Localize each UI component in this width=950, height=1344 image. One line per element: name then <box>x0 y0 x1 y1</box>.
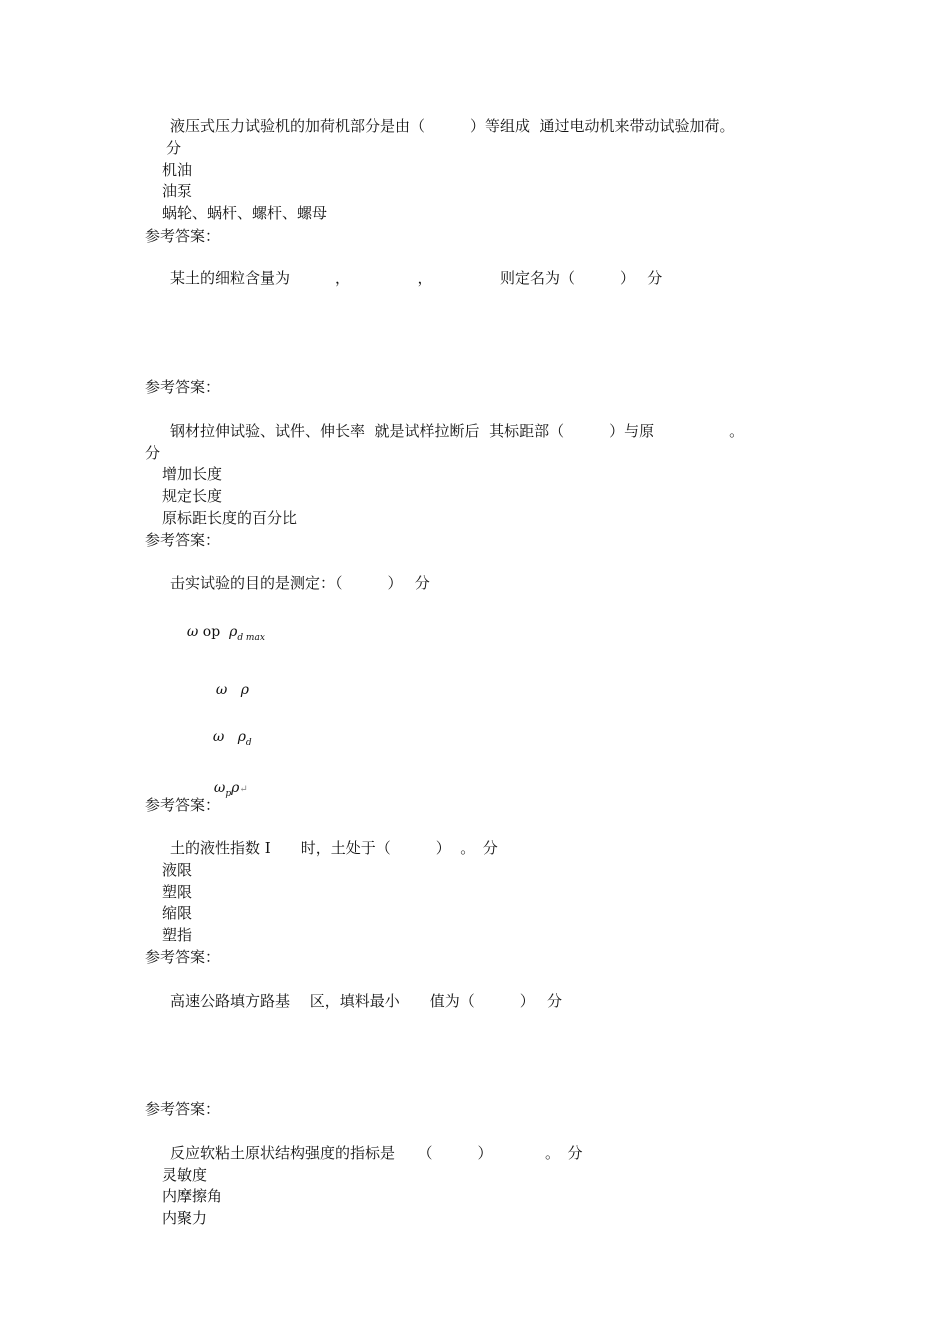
q4-option-formula: $\omega_p\rho↵$ <box>213 780 248 799</box>
q6-stem: 高速公路填方路基 区，填料最小 值为（ ） 分 <box>170 992 563 1010</box>
q7-stem: 反应软粘土原状结构强度的指标是 （ ） 。 分 <box>170 1144 583 1162</box>
q2-stem: 某土的细粒含量为 ， ， 则定名为（ ） 分 <box>170 269 663 287</box>
q4-option-formula: ω ρ <box>215 682 249 698</box>
q1-score: 分 <box>166 139 182 157</box>
q4-stem: 击实试验的目的是测定：（ ） 分 <box>170 574 430 592</box>
q5-stem: 土的液性指数 I 时，土处于（ ） 。 分 <box>170 839 498 857</box>
q7-option: 内摩擦角 <box>162 1187 223 1205</box>
answer-label: 参考答案： <box>145 796 221 814</box>
q5-option: 塑限 <box>162 883 193 901</box>
q4-option-formula: ω op $\rho_{d max}$ <box>186 624 265 643</box>
q1-option: 蜗轮、蜗杆、螺杆、螺母 <box>162 204 328 222</box>
q3-option: 原标距长度的百分比 <box>162 509 298 527</box>
answer-label: 参考答案： <box>145 531 221 549</box>
q3-stem: 钢材拉伸试验、试件、伸长率 就是试样拉断后 其标距部（ ）与原 。 <box>170 422 745 440</box>
answer-label: 参考答案： <box>145 378 221 396</box>
q4-option-formula: ω $\rho_d$ <box>212 729 252 748</box>
q7-option: 灵敏度 <box>162 1166 208 1184</box>
answer-label: 参考答案： <box>145 948 221 966</box>
q3-option: 规定长度 <box>162 487 223 505</box>
q1-stem: 液压式压力试验机的加荷机部分是由（ ）等组成 通过电动机来带动试验加荷。 <box>170 117 735 135</box>
q3-score: 分 <box>145 444 161 462</box>
q5-option: 缩限 <box>162 904 193 922</box>
q1-option: 机油 <box>162 161 193 179</box>
answer-label: 参考答案： <box>145 227 221 245</box>
q5-option: 液限 <box>162 861 193 879</box>
q5-option: 塑指 <box>162 926 193 944</box>
q7-option: 内聚力 <box>162 1209 208 1227</box>
q1-option: 油泵 <box>162 182 193 200</box>
q3-option: 增加长度 <box>162 465 223 483</box>
answer-label: 参考答案： <box>145 1100 221 1118</box>
